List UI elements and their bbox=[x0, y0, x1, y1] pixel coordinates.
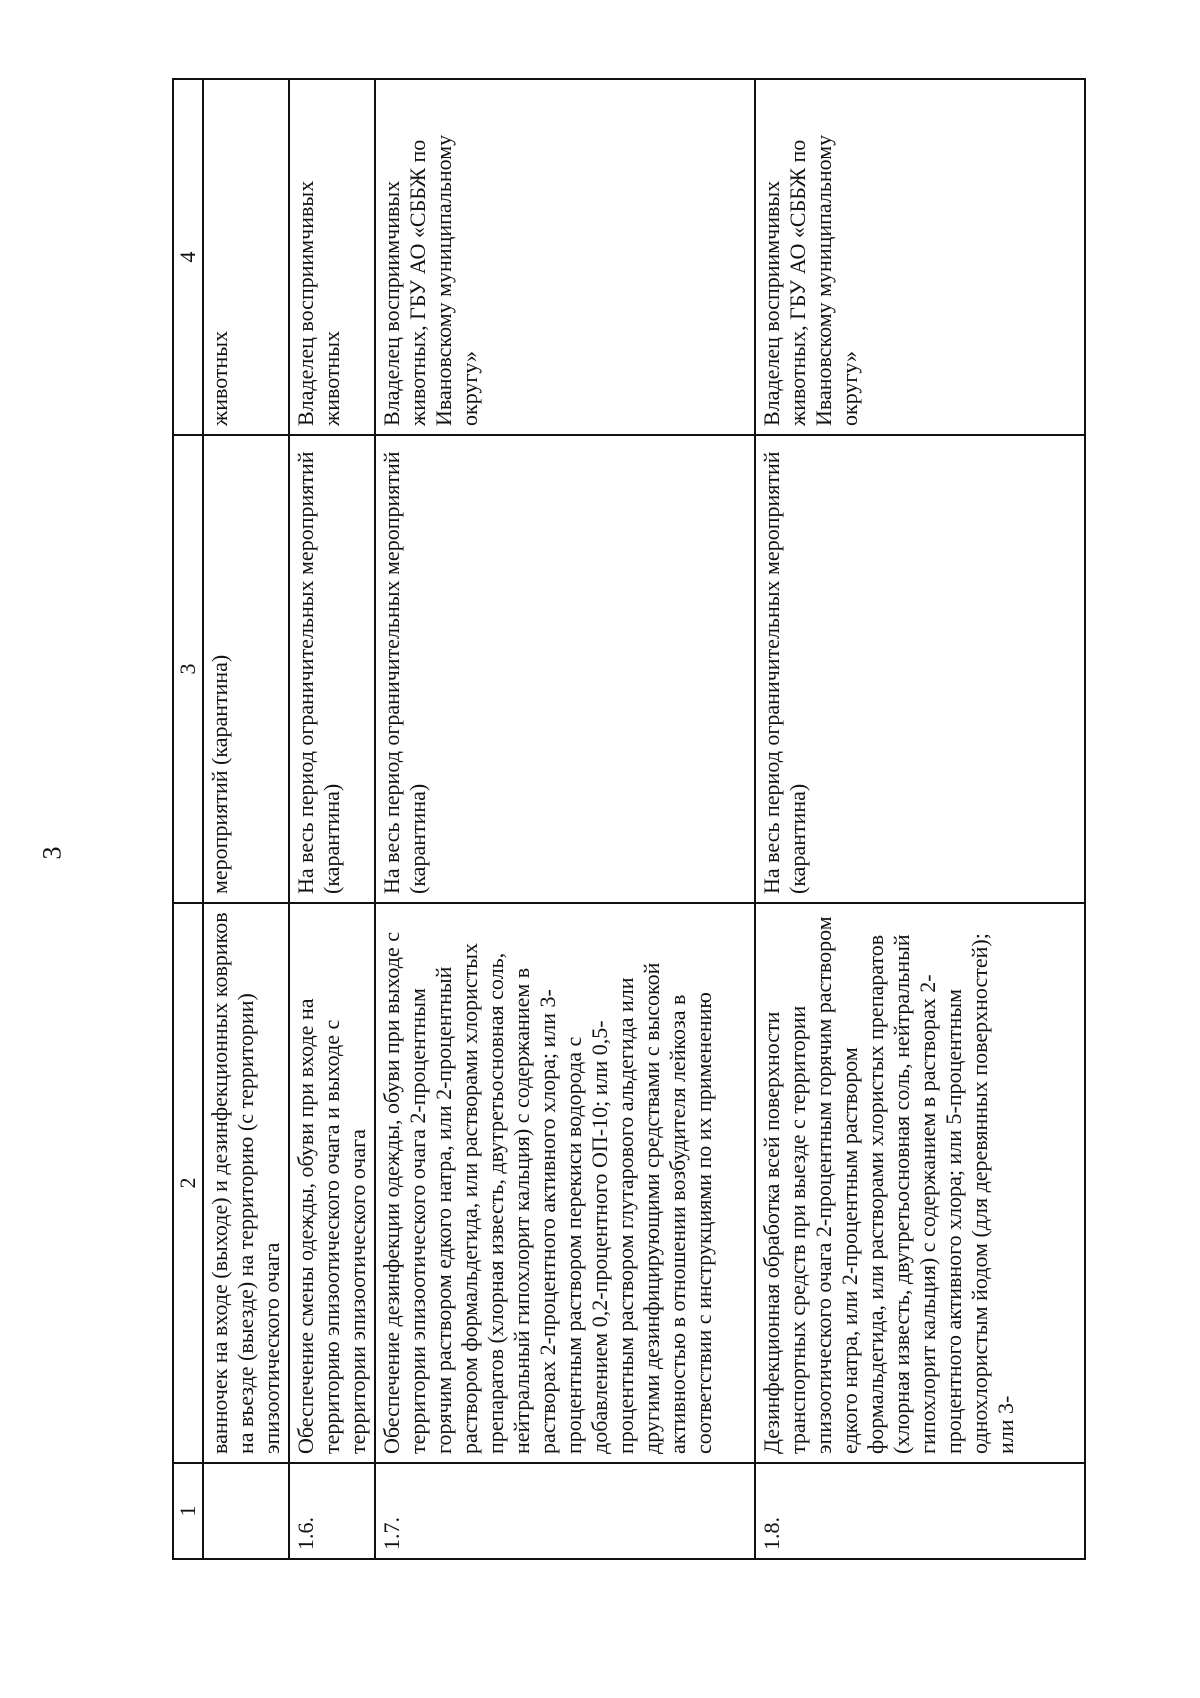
row-period: мероприятий (карантина) bbox=[203, 435, 289, 903]
row-number: 1.8. bbox=[755, 1463, 1085, 1559]
row-number: 1.7. bbox=[375, 1463, 755, 1559]
rotated-table-container bbox=[172, 80, 1200, 1560]
row-number: 1.6. bbox=[289, 1463, 375, 1559]
row-action: Дезинфекционная обработка всей поверхности транспортных средств при выезде с территории эпизоотического очага 2-процентным горячим раствором едкого натра, или 2-процентным раствором формальдегида, или растворами хлористых препаратов (хлорная известь, двутретьосновная соль, нейтральный гипохлорит кальция) с содержанием в растворах 2-процентного активного хлора; или 5-процентным однохлористым йодом (для деревянных поверхностей); или 3- bbox=[755, 903, 1085, 1463]
row-period: На весь период ограничительных мероприятий (карантина) bbox=[289, 435, 375, 903]
table-row bbox=[203, 79, 289, 1559]
col-header-3: 3 bbox=[173, 435, 203, 903]
col-header-2: 2 bbox=[173, 903, 203, 1463]
row-action: ванночек на входе (выходе) и дезинфекционных ковриков на въезде (выезде) на территорию (с территории) эпизоотического очага bbox=[203, 903, 289, 1463]
row-period: На весь период ограничительных мероприятий (карантина) bbox=[755, 435, 1085, 903]
measures-table bbox=[172, 78, 1086, 1560]
row-responsible: Владелец восприимчивых животных, ГБУ АО «СББЖ по Ивановскому муниципальному округу» bbox=[755, 79, 1085, 435]
row-responsible: Владелец восприимчивых животных, ГБУ АО «СББЖ по Ивановскому муниципальному округу» bbox=[375, 79, 755, 435]
row-number bbox=[203, 1463, 289, 1559]
row-responsible: Владелец восприимчивых животных bbox=[289, 79, 375, 435]
col-header-1: 1 bbox=[173, 1463, 203, 1559]
row-period: На весь период ограничительных мероприятий (карантина) bbox=[375, 435, 755, 903]
table-row bbox=[289, 79, 375, 1559]
table-row bbox=[375, 79, 755, 1559]
table-row bbox=[755, 79, 1085, 1559]
row-action: Обеспечение смены одежды, обуви при входе на территорию эпизоотического очага и выходе с территории эпизоотического очага bbox=[289, 903, 375, 1463]
col-header-4: 4 bbox=[173, 79, 203, 435]
header-row bbox=[173, 79, 203, 1559]
row-action: Обеспечение дезинфекции одежды, обуви при выходе с территории эпизоотического очага 2-процентным горячим раствором едкого натра, или 2-процентный раствором формальдегида, или растворами хлористых препаратов (хлорная известь, двутретьосновная соль, нейтральный гипохлорит кальция) с содержанием в растворах 2-процентного активного хлора; или 3-процентным раствором перекиси водорода с добавлением 0,2-процентного ОП-10; или 0,5-процентным раствором глутарового альдегида или другими дезинфицирующими средствами с высокой активностью в отношении возбудителя лейкоза в соответствии с инструкциями по их применению bbox=[375, 903, 755, 1463]
row-responsible: животных bbox=[203, 79, 289, 435]
page-number: 3 bbox=[37, 846, 67, 860]
